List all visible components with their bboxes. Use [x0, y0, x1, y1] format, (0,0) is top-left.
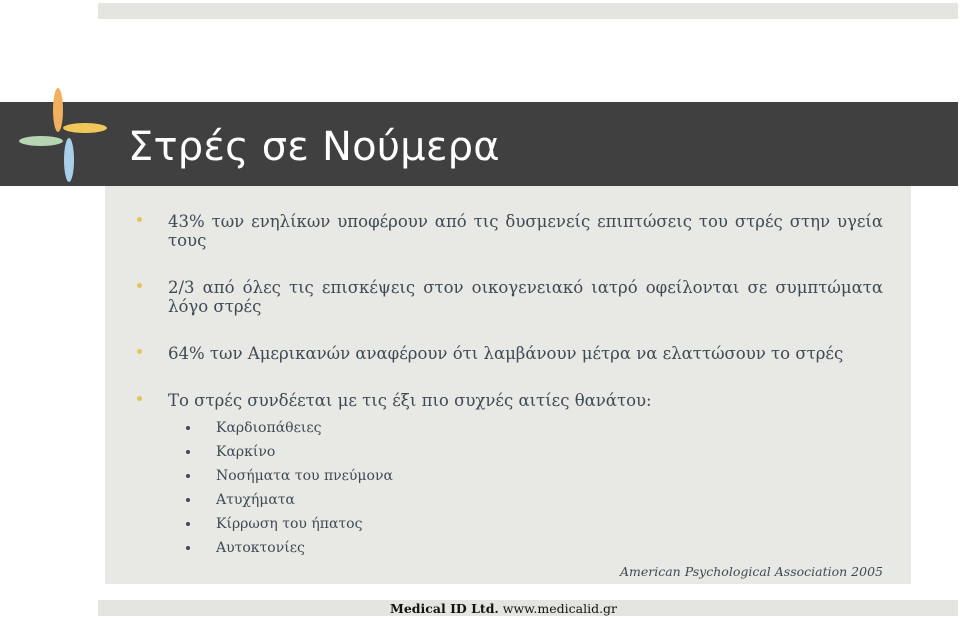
- sub-bullet-text: Καρκίνο: [216, 444, 276, 460]
- sub-bullet-dot-icon: [186, 474, 190, 478]
- footer-website[interactable]: www.medicalid.gr: [502, 601, 618, 616]
- bullet-text: Το στρές συνδέεται με τις έξι πιο συχνές αιτίες θανάτου:: [168, 391, 652, 410]
- footer: [390, 601, 617, 616]
- sub-bullet-dot-icon: [186, 498, 190, 502]
- bullet-text: 64% των Αμερικανών αναφέρουν ότι λαμβάνουν μέτρα να ελαττώσουν το στρές: [168, 344, 844, 363]
- sub-bullet-text: Νοσήματα του πνεύμονα: [216, 468, 393, 484]
- slide-title: Στρές σε Νούμερα: [128, 124, 500, 170]
- sub-bullet-text: Κίρρωση του ήπατος: [216, 516, 363, 532]
- sub-bullet-text: Αυτοκτονίες: [216, 540, 305, 556]
- sub-bullet-dot-icon: [186, 450, 190, 454]
- bullet-item: [105, 278, 911, 316]
- bullet-dot-icon: [137, 396, 142, 401]
- sub-bullet-text: Καρδιοπάθειες: [216, 420, 322, 436]
- bullet-item: [105, 344, 911, 363]
- bullet-dot-icon: [137, 283, 142, 288]
- petal-logo-icon: [15, 86, 115, 186]
- footer-company: Medical ID Ltd.: [390, 601, 499, 616]
- sub-bullet-item: [105, 488, 911, 512]
- sub-bullet-item: [105, 440, 911, 464]
- sub-bullet-dot-icon: [186, 522, 190, 526]
- sub-bullet-item: [105, 464, 911, 488]
- sub-bullet-dot-icon: [186, 426, 190, 430]
- content-panel: [105, 186, 911, 584]
- bullet-item: [105, 212, 911, 250]
- top-decor-strip: [98, 3, 958, 19]
- bullet-list: [105, 212, 911, 560]
- sub-bullet-item: [105, 536, 911, 560]
- bullet-dot-icon: [137, 217, 142, 222]
- sub-bullet-item: [105, 512, 911, 536]
- sub-bullet-item: [105, 416, 911, 440]
- bullet-text: 43% των ενηλίκων υποφέρουν από τις δυσμενείς επιπτώσεις του στρές στην υγεία τους: [168, 212, 883, 250]
- sub-bullet-text: Ατυχήματα: [216, 492, 295, 508]
- bullet-dot-icon: [137, 349, 142, 354]
- bullet-text: 2/3 από όλες τις επισκέψεις στον οικογενειακό ιατρό οφείλονται σε συμπτώματα λόγο στρές: [168, 278, 883, 316]
- bullet-item: [105, 391, 911, 410]
- citation: American Psychological Association 2005: [619, 564, 883, 579]
- sub-bullet-dot-icon: [186, 546, 190, 550]
